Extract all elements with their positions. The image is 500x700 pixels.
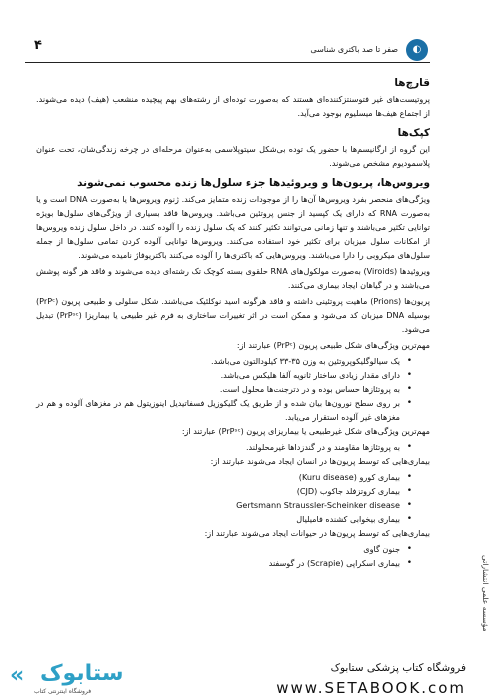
- store-title: فروشگاه کتاب پزشکی ستابوک: [330, 662, 466, 674]
- paragraph: بیماری‌هایی که توسط پریون‌ها در انسان ایجاد می‌شوند عبارتند از:: [210, 456, 430, 466]
- section-heading: ویروس‌ها، پریون‌ها و ویروئیدها جزء سلول‌ها زنده محسوب نمی‌شوند: [77, 177, 430, 189]
- store-logo-subtitle: فروشگاه اینترنتی کتاب: [34, 688, 92, 695]
- page-header: [0, 0, 500, 70]
- bullet-list: [36, 470, 412, 526]
- running-title: صفر تا صد باکتری شناسی: [310, 45, 398, 54]
- paragraph: پریون‌ها (Prions) ماهیت پروتئینی داشته و فاقد هرگونه اسید نوکلئیک می‌باشند. شکل سلولی و طبیعی پریون (PrPᶜ) بوسیله DNA میزبان کد می‌شود و ممکن است در اثر تغییرات ساختاری به فرم غیر طبیعی یا بیماریزا (PrPˢᶜ) تبدیل می‌شود.: [36, 296, 431, 334]
- page-number: ۴: [34, 38, 42, 53]
- side-publisher-tab: [474, 533, 490, 653]
- paragraph: بیماری‌هایی که توسط پریون‌ها در حیوانات ایجاد می‌شوند عبارتند از:: [204, 528, 430, 538]
- page-footer: [0, 655, 500, 700]
- list-item: • بیماری اسکراپی (Scrapie) در گوسفند: [36, 556, 412, 570]
- paragraph: ویروئیدها (Viroids) به‌صورت مولکول‌های RNA حلقوی بسته کوچک تک رشته‌ای دیده می‌شوند و فاقد هر گونه پوشش می‌باشند و در گیاهان ایجاد بیماری می‌کنند.: [36, 266, 431, 290]
- list-item: • بر روی سطح نورون‌ها بیان شده و از طریق یک گلیکوزیل فسفاتیدیل اینوزیتول هم در مغزهای آلوده و هم در مغزهای غیر آلوده استقرار می‌یابد.: [36, 396, 412, 424]
- list-item: • دارای مقدار زیادی ساختار ثانویه آلفا هلیکس می‌باشد.: [36, 368, 412, 382]
- list-item: • Gertsmann Straussler-Scheinker disease: [36, 498, 412, 512]
- bullet-list: [36, 440, 412, 454]
- paragraph: این گروه از ارگانیسم‌ها با حضور یک توده بی‌شکل سیتوپلاسمی به‌عنوان مرحله‌ای در چرخه زندگی‌شان، تحت عنوان پلاسمودیوم مشخص می‌شوند.: [36, 144, 430, 168]
- list-item: • بیماری کروتزفلد جاکوب (CJD): [36, 484, 412, 498]
- list-item: • به پروتئازها حساس بوده و در دترجنت‌ها محلول است.: [36, 382, 412, 396]
- paragraph: ویژگی‌های منحصر بفرد ویروس‌ها آن‌ها را از موجودات زنده متمایز می‌کند. ژنوم ویروس‌ها یا به‌صورت DNA است و یا به‌صورت RNA که دارای یک کپسید از جنس پروتئین می‌باشد. ویروس‌ها فاقد بسیاری از ویژگی‌های سلول‌ها بویژه توانایی تکثیر می‌باشند و تنها زمانی می‌توانند تکثیر کنند که یک سلول زنده را آلوده کنند. در داخل سلول زنده ویروس‌ها از امکانات سلول میزبان برای تکثیر خود استفاده می‌کنند. ویروس‌ها توانایی آلوده کردن تمامی سلول‌ها از جمله سلول‌های میکروبی را دارا می‌باشند. ویروس‌هایی که باکتری‌ها را آلوده می‌کنند باکتریوفاژ نامیده می‌شوند.: [36, 194, 431, 260]
- publisher-logo-icon: ◐: [406, 39, 428, 61]
- paragraph: پروتیست‌های غیر فتوسنتزکننده‌ای هستند که به‌صورت توده‌ای از رشته‌های بهم پیچیده منشعب (هیف) دیده می‌شوند. از اجتماع هیف‌ها میسلیوم بوجود می‌آید.: [36, 94, 430, 118]
- bullet-list: [36, 542, 412, 570]
- section-heading: قارچ‌ها: [394, 77, 430, 89]
- side-publisher-text: مؤسسه علمی انتشاراتی: [481, 554, 490, 632]
- paragraph: مهم‌ترین ویژگی‌های شکل طبیعی پریون (PrPᶜ) عبارتند از:: [236, 340, 430, 350]
- list-item: • به پروتئازها مقاومند و در گندزداها غیرمحلولند.: [36, 440, 412, 454]
- list-item: • جنون گاوی: [36, 542, 412, 556]
- bullet-list: [36, 354, 412, 424]
- store-url-link[interactable]: www.SETABOOK.com: [276, 679, 466, 697]
- store-logo-icon: «: [10, 663, 23, 688]
- list-item: • یک سیالوگلیکوپروتئین به وزن ۳۵-۳۳ کیلودالتون می‌باشد.: [36, 354, 412, 368]
- paragraph: مهم‌ترین ویژگی‌های شکل غیرطبیعی یا بیماریزای پریون (PrPˢᶜ) عبارتند از:: [181, 426, 430, 436]
- section-heading: کپک‌ها: [397, 127, 430, 139]
- list-item: • بیماری کورو (Kuru disease): [36, 470, 412, 484]
- body-content: [36, 74, 430, 570]
- list-item: • بیماری بیخوابی کشنده فامیلیال: [36, 512, 412, 526]
- store-logo[interactable]: [10, 661, 124, 697]
- store-logo-word: ستابوک: [40, 661, 124, 686]
- header-rule: [25, 62, 430, 63]
